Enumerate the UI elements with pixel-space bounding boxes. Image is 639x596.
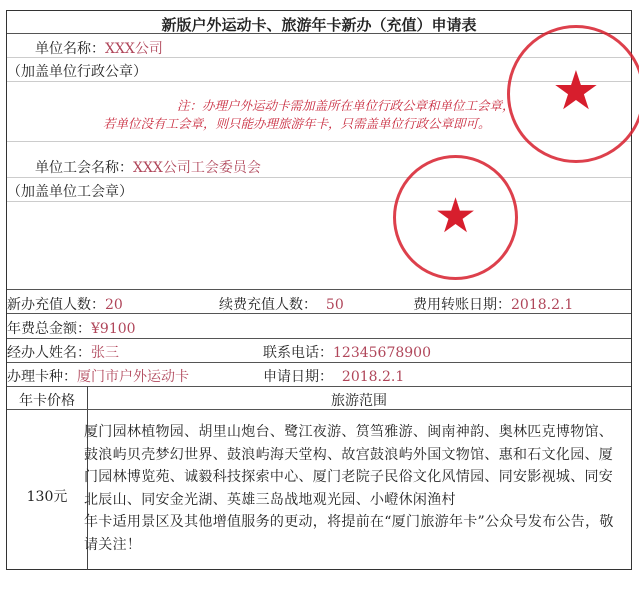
phone-label: 联系电话： (263, 345, 333, 361)
card-type-label: 办理卡种： (7, 369, 77, 385)
new-count-label: 新办充值人数： (7, 297, 105, 313)
star-icon: ★ (551, 59, 601, 122)
total-label: 年费总金额： (7, 321, 91, 337)
scope-list: 厦门园林植物园、胡里山炮台、鹭江夜游、筼筜雅游、闽南神韵、奥林匹克博物馆、鼓浪屿贝壳梦幻世界、鼓浪屿海天堂构、故宫鼓浪屿外国文物馆、惠和石文化园、厦门园林博览苑、诚毅科技探索中心、厦门老院子民俗文化风情园、同安影视城、同安北辰山、同安金光湖、英雄三岛战地观光园、小嶝休闲渔村 (84, 424, 614, 508)
scope-cell (84, 421, 620, 556)
scope-notice: 年卡适用景区及其他增值服务的更动，将提前在“厦门旅游年卡”公众号发布公告，敬请关注！ (84, 514, 614, 553)
union-seal-note: （加盖单位工会章） (7, 184, 133, 200)
admin-seal-stamp (507, 25, 639, 163)
unit-name-label: 单位名称： (35, 41, 105, 57)
union-name-label: 单位工会名称： (35, 160, 133, 176)
handler-label: 经办人姓名： (7, 345, 91, 361)
transfer-date-value: 2018.2.1 (511, 297, 574, 313)
card-type-value: 厦门市户外运动卡 (77, 369, 189, 385)
scope-header: 旅游范围 (331, 393, 387, 409)
union-seal-stamp (393, 155, 518, 280)
price-value: 130元 (26, 489, 68, 505)
total-value: ¥9100 (91, 321, 136, 337)
unit-seal-note: （加盖单位行政公章） (7, 64, 147, 80)
note-line-1: 注：办理户外运动卡需加盖所在单位行政公章和单位工会章， (177, 98, 515, 113)
unit-name-value: XXX公司 (105, 41, 163, 57)
union-name-value: XXX公司工会委员会 (133, 160, 261, 176)
renew-count-label: 续费充值人数： (219, 297, 317, 313)
transfer-date-label: 费用转账日期： (413, 297, 511, 313)
price-header: 年卡价格 (19, 393, 75, 409)
handler-value: 张三 (91, 345, 119, 361)
note-line-2: 若单位没有工会章，则只能办理旅游年卡，只需盖单位行政公章即可。 (103, 116, 491, 131)
star-icon: ★ (433, 188, 478, 244)
new-count-value: 20 (105, 297, 123, 313)
renew-count-value: 50 (325, 297, 344, 313)
phone-value: 12345678900 (333, 345, 431, 361)
form-title: 新版户外运动卡、旅游年卡新办（充值）申请表 (161, 16, 477, 34)
apply-date-value: 2018.2.1 (341, 369, 405, 385)
apply-date-label: 申请日期： (263, 369, 333, 385)
